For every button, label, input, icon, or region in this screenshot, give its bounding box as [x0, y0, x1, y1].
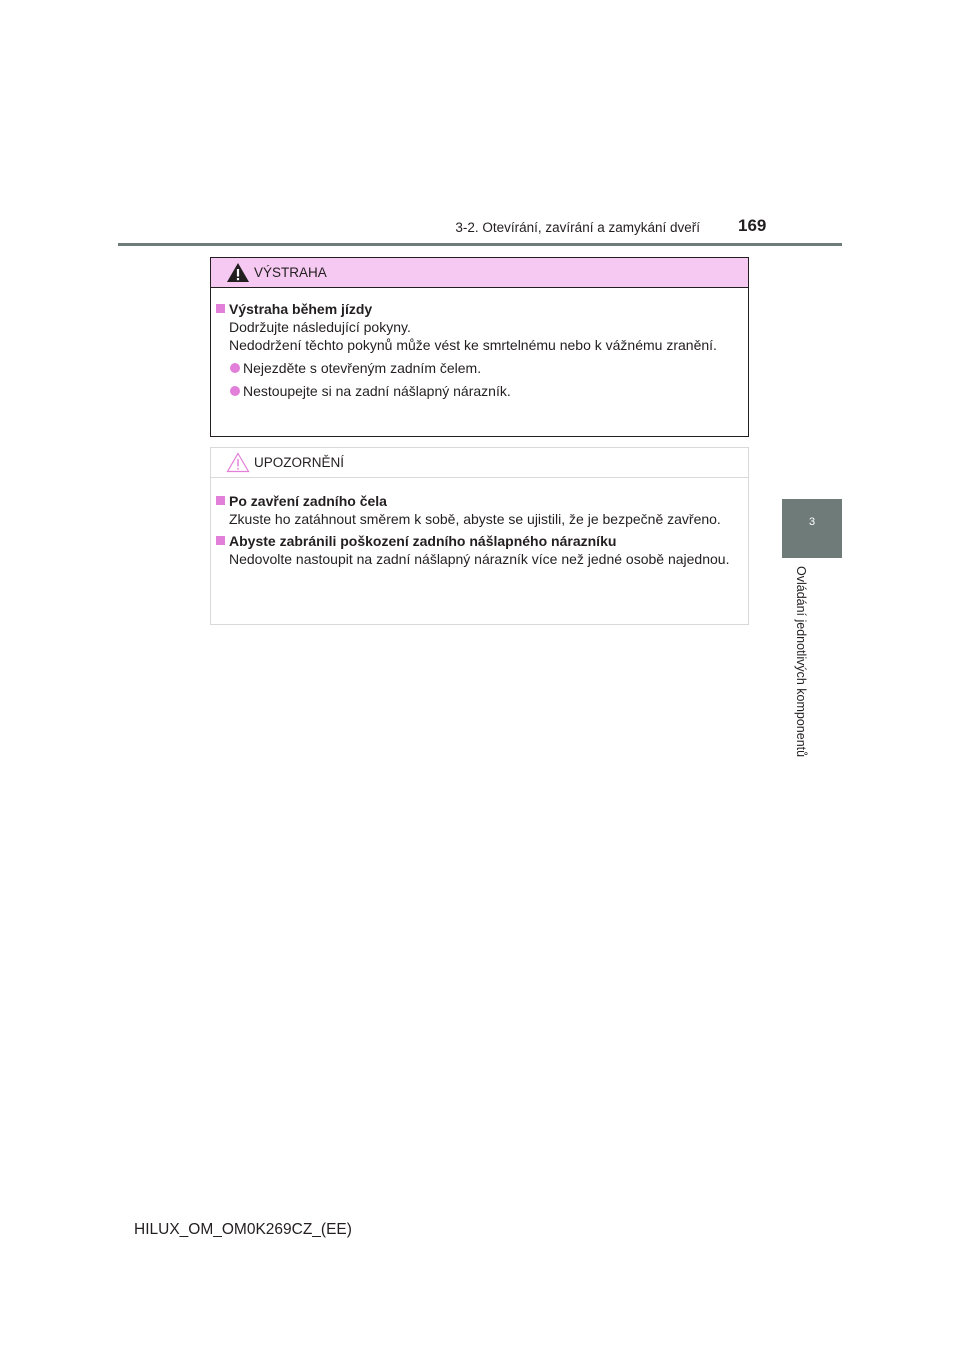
caution-item-title	[215, 492, 740, 510]
caution-item-text: Zkuste ho zatáhnout směrem k sobě, abyste se ujistili, že je bezpečně zavřeno.	[229, 511, 721, 527]
caution-box	[210, 447, 749, 625]
warning-item-title-text: Výstraha během jízdy	[229, 301, 373, 317]
square-bullet-icon	[216, 496, 225, 505]
warning-header	[211, 258, 748, 288]
square-bullet-icon	[216, 304, 225, 313]
caution-header	[211, 448, 748, 478]
square-bullet-icon	[216, 536, 225, 545]
warning-intro-line1: Dodržujte následující pokyny.	[229, 319, 411, 335]
list-item	[215, 359, 740, 377]
warning-intro	[215, 318, 740, 354]
warning-intro-line2: Nedodržení těchto pokynů může vést ke smrtelnému nebo k vážnému zranění.	[229, 337, 717, 353]
chapter-tab	[782, 499, 842, 558]
warning-triangle-filled-icon	[226, 262, 250, 283]
list-item-text: Nestoupejte si na zadní nášlapný nárazník.	[243, 383, 511, 399]
caution-body	[211, 478, 748, 568]
caution-item-text: Nedovolte nastoupit na zadní nášlapný nárazník více než jedné osobě najednou.	[229, 551, 730, 567]
caution-item-title-text: Po zavření zadního čela	[229, 493, 387, 509]
caution-item-title-text: Abyste zabránili poškození zadního nášlapného nárazníku	[229, 533, 617, 549]
section-title: 3-2. Otevírání, zavírání a zamykání dveří	[455, 220, 700, 235]
document-code: HILUX_OM_OM0K269CZ_(EE)	[134, 1221, 352, 1238]
chapter-number: 3	[808, 516, 816, 528]
list-item-text: Nejezděte s otevřeným zadním čelem.	[243, 360, 482, 376]
caution-item-title	[215, 532, 740, 550]
chapter-title: Ovládání jednotlivých komponentů	[794, 566, 808, 758]
list-item	[215, 382, 740, 400]
warning-label: VÝSTRAHA	[254, 265, 327, 280]
warning-body	[211, 288, 748, 400]
page-number: 169	[738, 216, 767, 235]
round-bullet-icon	[230, 363, 240, 373]
caution-label: UPOZORNĚNÍ	[254, 455, 345, 470]
round-bullet-icon	[230, 386, 240, 396]
warning-item-title	[215, 300, 740, 318]
caution-triangle-outline-icon	[226, 452, 250, 473]
header-divider	[118, 243, 842, 246]
warning-box	[210, 257, 749, 437]
